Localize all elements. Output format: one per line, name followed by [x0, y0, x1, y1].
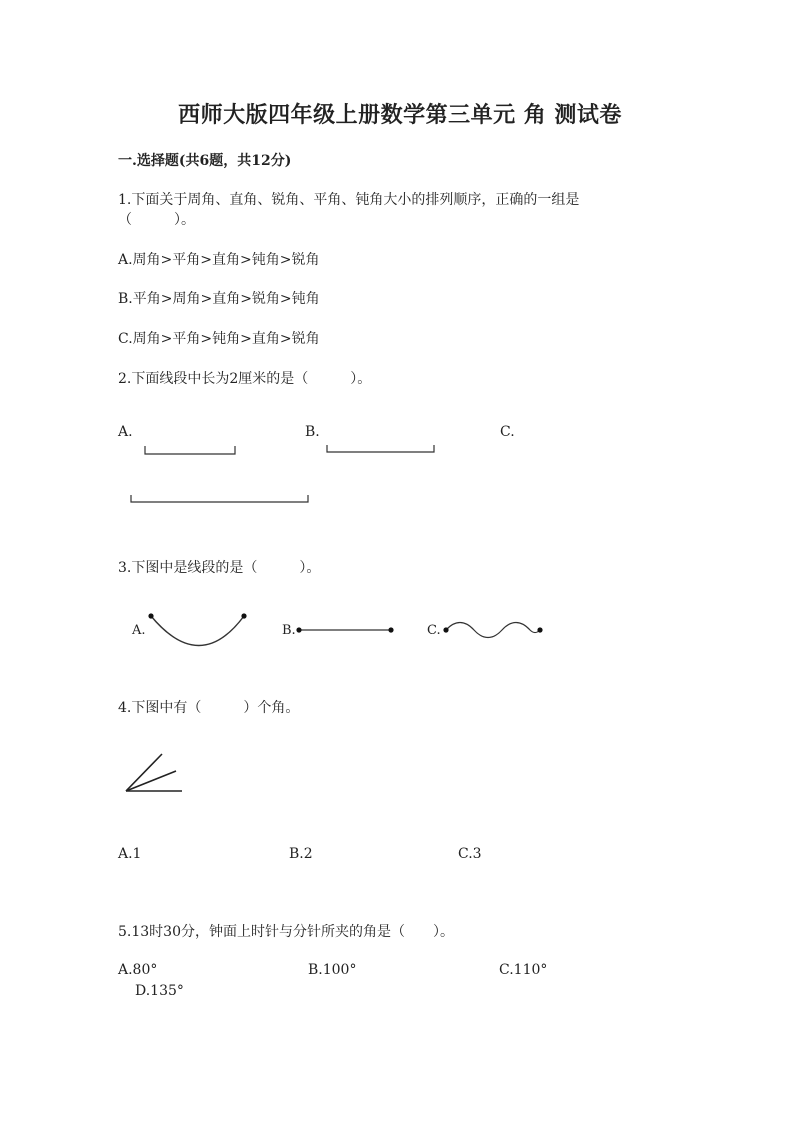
question-5-option-a: A.80°	[118, 962, 158, 978]
segment-figure-a	[140, 440, 240, 460]
question-1-text-line1: 1.下面关于周角、直角、锐角、平角、钝角大小的排列顺序，正确的一组是	[118, 192, 580, 208]
question-1-option-a: A.周角>平角>直角>钝角>锐角	[118, 252, 320, 268]
question-3-option-a: A.	[132, 623, 146, 638]
question-1-option-c: C.周角>平角>钝角>直角>锐角	[118, 331, 320, 347]
question-2-option-a: A.	[118, 424, 133, 440]
question-4-option-a: A.1	[118, 846, 142, 862]
arc-figure	[145, 610, 255, 655]
segment-figure-b	[322, 440, 442, 460]
question-4-text: 4.下图中有（ ）个角。	[118, 700, 300, 716]
line-segment-figure	[294, 622, 398, 638]
segment-figure-c	[126, 492, 316, 512]
page-title: 西师大版四年级上册数学第三单元 角 测试卷	[178, 102, 622, 128]
wavy-line-figure	[441, 618, 545, 642]
question-2-text: 2.下面线段中长为2厘米的是（ ）。	[118, 371, 372, 387]
question-1-option-b: B.平角>周角>直角>锐角>钝角	[118, 291, 320, 307]
question-3-option-c: C.	[427, 623, 441, 638]
section-heading: 一.选择题(共6题，共12分)	[118, 153, 292, 169]
question-5-text: 5.13时30分，钟面上时针与分针所夹的角是（ ）。	[118, 924, 454, 940]
question-3-text: 3.下图中是线段的是（ ）。	[118, 560, 321, 576]
question-4-option-c: C.3	[458, 846, 482, 862]
question-3-option-b: B.	[282, 623, 296, 638]
question-5-option-b: B.100°	[308, 962, 357, 978]
question-2-option-b: B.	[305, 424, 320, 440]
question-4-option-b: B.2	[289, 846, 313, 862]
question-1-text-line2: （ ）。	[118, 212, 195, 228]
question-2-option-c: C.	[500, 424, 515, 440]
angle-figure	[120, 745, 190, 800]
question-5-option-c: C.110°	[499, 962, 548, 978]
question-5-option-d: D.135°	[135, 983, 184, 999]
